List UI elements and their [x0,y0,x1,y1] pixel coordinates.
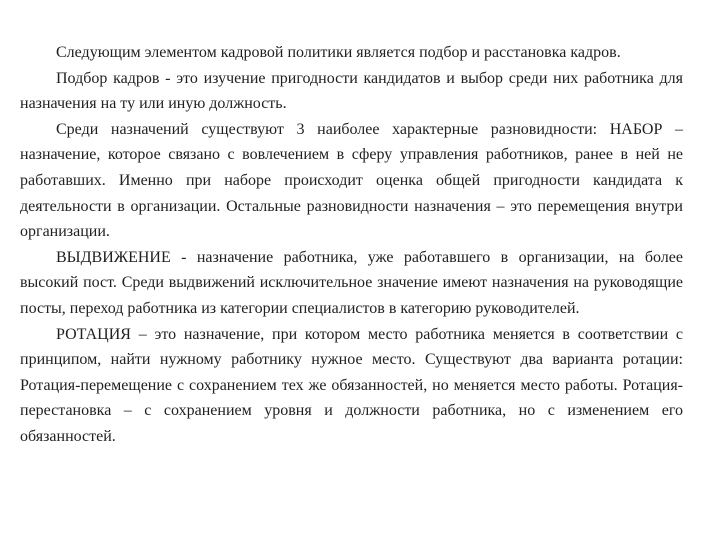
paragraph-selection-definition: Подбор кадров - это изучение пригодности кандидатов и выбор среди них работника для назначения на ту или иную должность. [20,69,683,113]
paragraph-recruitment: Среди назначений существуют 3 наиболее характерные разновидности: НАБОР – назначение, которое связано с вовлечением в сферу управления работников, ранее в ней не работавших. Именно при наборе происходит оценка общей пригодности кандидата к деятельности в организации. Остальные разновидности назначения – это перемещения внутри организации. [20,120,683,241]
paragraph-promotion: ВЫДВИЖЕНИЕ - назначение работника, уже работавшего в организации, на более высокий пост. Среди выдвижений исключительное значение имеют назначения на руководящие посты, переход работника из категории специалистов в категорию руководителей. [20,248,683,317]
paragraph-intro: Следующим элементом кадровой политики является подбор и расстановка кадров. [56,44,621,61]
document-body [20,40,683,450]
paragraph-rotation: РОТАЦИЯ – это назначение, при котором место работника меняется в соответствии с принципом, найти нужному работнику нужное место. Существуют два варианта ротации: Ротация-перемещение с сохранением тех же обязанностей, но меняется место работы. Ротация-перестановка – с сохранением уровня и должности работника, но с изменением его обязанностей. [20,325,683,445]
